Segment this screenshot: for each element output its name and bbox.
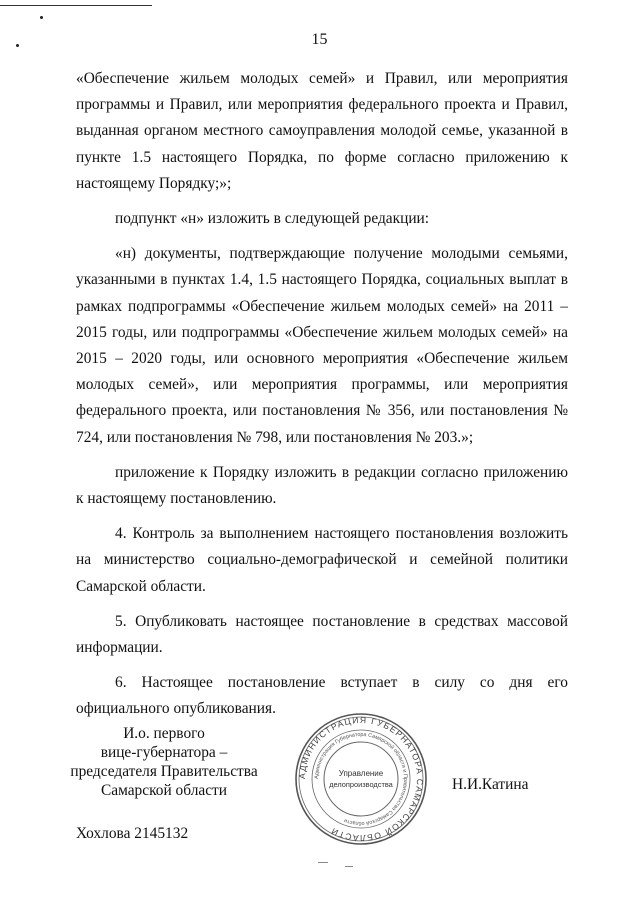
signatory-title-line: И.о. первого [123,725,205,742]
paragraph-item-4: 4. Контроль за выполнением настоящего постановления возложить на министерство социально-демографической и семейной политики Самарской области. [76,525,568,595]
paragraph-continuation: «Обеспечение жильем молодых семей» и Правил, или мероприятия программы и Правил, или мероприятия федерального проекта и Правил, выданная органом местного самоуправления молодой семье, указанной в пункте 1.5 настоящего Порядка, по форме согласно приложению к настоящему Порядку;»; [76,70,568,192]
stamp-inner-text: Администрация Губернатора Самарской области и Правительства Самарской области [313,731,409,827]
paragraph-item-6: 6. Настоящее постановление вступает в силу со дня его официального опубликования. [76,674,568,718]
paragraph-subpoint-n: «н) документы, подтверждающие получение молодыми семьями, указанными в пунктах 1.4, 1.5 настоящего Порядка, социальных выплат в рамках подпрограммы «Обеспечение жильем молодых семей» на 2011 – 2015 годы, или подпрограммы «Обеспечение жильем молодых семей» на 2015 – 2020 годы, или основного мероприятия «Обеспечение жильем молодых семей», или мероприятия программы, или мероприятия федерального проекта, или постановления № 356, или постановления № 724, или постановления № 798, или постановления № 203.»; [76,245,568,446]
signatory-name: Н.И.Катина [452,776,529,793]
executor-info: Хохлова 2145132 [76,825,189,842]
scan-dot [40,16,43,19]
top-rule [0,5,152,6]
stamp-outer-text: АДМИНИСТРАЦИЯ ГУБЕРНАТОРА САМАРСКОЙ ОБЛАСТИ [296,714,426,844]
scan-mark [318,862,328,863]
paragraph-subpoint-n-intro: подпункт «н» изложить в следующей редакции: [115,210,430,228]
paragraph-appendix: приложение к Порядку изложить в редакции согласно приложению к настоящему постановлению. [76,463,568,508]
signatory-title-line: Самарской области [100,782,227,799]
paragraph-item-5: 5. Опубликовать настоящее постановление в средствах массовой информации. [76,612,568,657]
signatory-title [58,724,270,800]
scan-mark [345,866,353,867]
signatory-title-line: вице-губернатора – [100,744,228,761]
stamp-center-line: Управление [338,769,384,778]
stamp-center-line: делопроизводства [329,780,393,789]
official-stamp [294,712,428,846]
signatory-title-line: председателя Правительства [70,763,258,780]
document-body [76,66,568,723]
page-number: 15 [311,31,328,48]
